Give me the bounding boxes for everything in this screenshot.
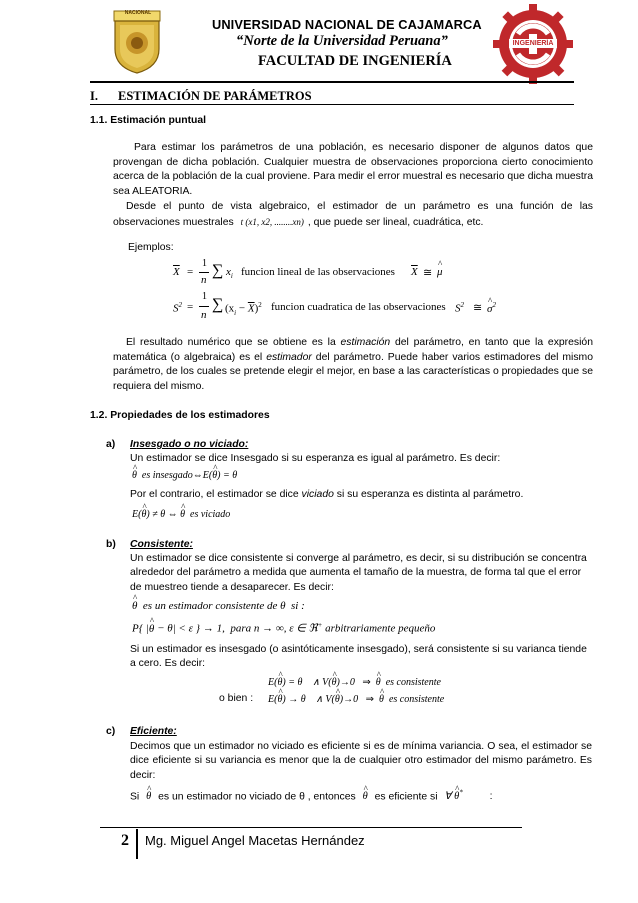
left-logo (112, 9, 162, 75)
right-logo (493, 4, 573, 84)
item-c-label: c) (106, 726, 116, 737)
section-title: ESTIMACIÓN DE PARÁMETROS (118, 89, 312, 103)
paragraph-3-em-estimador: estimador (266, 351, 312, 363)
item-b-condition-1-text: es consistente (385, 677, 441, 688)
item-b-math-probability: P{ |θ ^ − θ| < ε } → 1, para n → ∞, ε ∈ ℜ+ arbitrariamente pequeño (132, 621, 435, 635)
item-a-math-insesgado-text: es insesgado (141, 470, 193, 481)
item-a-math-insesgado: θ ^ es insesgado⇔E(θ ^) = θ (132, 470, 237, 481)
paragraph-2-math: t (x1, x2, ........xn) (240, 216, 304, 227)
item-a-text-2b: si su esperanza es distinta al parámetro. (333, 489, 524, 500)
paragraph-1: Para estimar los parámetros de una población, es necesario disponer de algunos datos que provengan de dicha población. Cualquier muestra de observaciones proporciona cierto conocimiento acerca de la población de la cual proviene. Para medir el error muestral es necesario que dicha muestra sea ALEATORIA. (113, 142, 593, 197)
paragraph-3 (113, 336, 593, 394)
item-a-label: a) (106, 439, 116, 450)
paragraph-3-text-a: El resultado numérico que se obtiene es la (126, 337, 341, 348)
item-b-math-consistente: θ ^ es un estimador consistente de θ si : (132, 600, 305, 612)
item-a-title: Insesgado o no viciado: (130, 439, 249, 450)
item-c-last-d: : (489, 791, 493, 803)
item-c-title: Eficiente: (130, 726, 177, 737)
item-b-text-2: Si un estimador es insesgado (o asintóticamente insesgado), será consistente si su varianca tiende a cero. Es decir: (130, 644, 587, 670)
item-b-math-2-end: arbitrariamente pequeño (322, 622, 436, 635)
item-c-last-c: es eficiente si (374, 791, 438, 803)
right-logo-label: INGENIERÍA (509, 39, 557, 48)
item-c-last-a: Si (130, 791, 140, 803)
left-logo-label: NACIONAL (124, 10, 152, 16)
item-a-text-2-em: viciado (301, 489, 334, 500)
university-motto: “Norte de la Universidad Peruana” (236, 33, 448, 49)
item-c-last-line: Si θ ^ es un estimador no viciado de θ , entonces θ ^ es eficiente si ∀ θ ^* : (130, 789, 493, 802)
header-rule (90, 81, 574, 83)
university-shield-icon (112, 9, 162, 75)
item-b-math-1-text: es un estimador consistente de (142, 600, 278, 612)
paragraph-2 (113, 200, 593, 230)
item-c-text: Decimos que un estimador no viciado es eficiente si es de mínima variancia. O sea, el estimador se dice eficiente si su variancia es menor que la de cualquier otro estimador del mismo parámetro. Es decir: (130, 741, 592, 781)
item-b-label: b) (106, 539, 116, 550)
heading-1-2: 1.2. Propiedades de los estimadores (90, 410, 270, 421)
equation-mean-text: funcion lineal de las observaciones (241, 266, 395, 278)
item-b-math-2-mid: para n → ∞, ε ∈ ℜ (230, 622, 318, 635)
paragraph-3-text-b: del parámetro, en tanto que la expresión matemática (o algebraica) es el (113, 337, 593, 363)
item-a-text: Un estimador se dice Insesgado si su esperanza es igual al parámetro. Es decir: (130, 453, 501, 464)
item-b-condition-2-text: es consistente (388, 694, 445, 705)
item-b-title: Consistente: (130, 539, 193, 550)
equation-variance-text: funcion cuadratica de las observaciones (271, 301, 446, 313)
footer-rule (100, 827, 522, 828)
item-b-text: Un estimador se dice consistente si converge al parámetro, es decir, si su distribución se concentra alrededor del parámetro a medida que aumenta el tamaño de la muestra, de forma tal que el error de muestreo tiende a desaparecer. Es decir: (130, 553, 587, 593)
item-b-obien: o bien : (219, 693, 254, 704)
item-b-math-1-end: si : (291, 600, 305, 612)
examples-label: Ejemplos: (128, 242, 174, 253)
paragraph-3-text-c: del parámetro. Puede haber varios estimadores del mismo parámetro, de los cuales se pretende elegir el mejor, en base a las características o propiedades que se requiera del mismo. (113, 351, 593, 392)
item-a-text-2a: Por el contrario, el estimador se dice (130, 489, 302, 500)
section-rule (90, 104, 574, 105)
university-name: UNIVERSIDAD NACIONAL DE CAJAMARCA (212, 17, 482, 32)
item-b-math-condition-1: E(θ ^) = θ ∧ V(θ ^)→0 ⇒ θ ^ es consistente (268, 677, 441, 688)
item-a-math-viciado-text: es viciado (190, 509, 231, 520)
section-number: I. (90, 89, 98, 103)
item-b-math-condition-2: E(θ ^) → θ ∧ V(θ ^)→0 ⇒ θ ^ es consistente (268, 694, 444, 705)
heading-1-1: 1.1. Estimación puntual (90, 115, 207, 126)
paragraph-2-text-b: , que puede ser lineal, cuadrática, etc. (307, 216, 484, 228)
footer-author: Mg. Miguel Angel Macetas Hernández (145, 833, 365, 848)
paragraph-2-text-a: Desde el punto de vista algebraico, el estimador de un parámetro es una función de las observaciones muestrales (113, 201, 593, 228)
item-c-last-b: es un estimador no viciado de θ , entonces (158, 791, 356, 803)
item-a-math-viciado: E(θ ^) ≠ θ ⇔ θ ^ es viciado (132, 509, 230, 520)
page-number: 2 (121, 832, 129, 849)
paragraph-3-em-estimacion: estimación (340, 337, 391, 348)
faculty-name: FACULTAD DE INGENIERÍA (258, 53, 452, 69)
item-a-text-2 (130, 489, 523, 500)
footer-divider (136, 829, 138, 859)
